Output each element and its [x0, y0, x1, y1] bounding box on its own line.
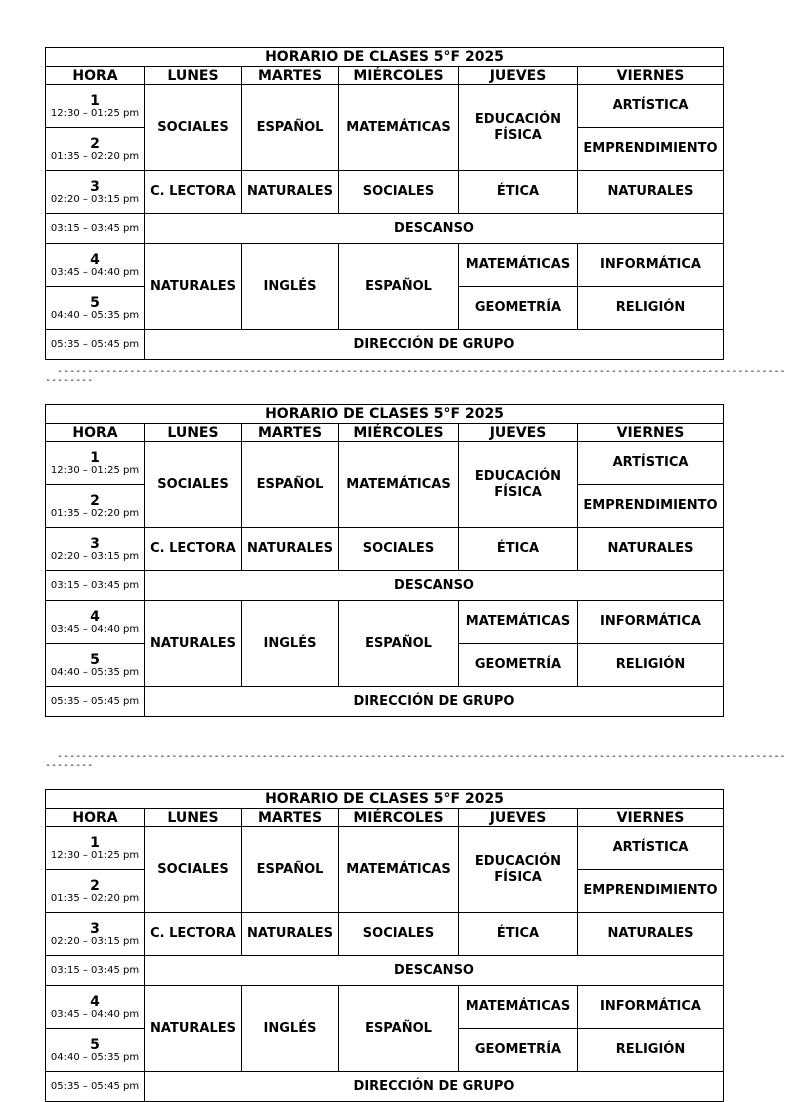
- subject-cell: ÉTICA: [459, 171, 578, 214]
- direction-time: 05:35 – 05:45 pm: [50, 339, 140, 350]
- subject-cell: GEOMETRÍA: [459, 287, 578, 330]
- hour-number: 3: [90, 535, 100, 552]
- hour-number: 5: [90, 1036, 100, 1053]
- cut-line-tail: --------: [45, 375, 94, 386]
- break-time-cell: [46, 956, 145, 986]
- hour-number: 2: [90, 135, 100, 152]
- subject-cell: ESPAÑOL: [242, 85, 339, 171]
- subject-cell: ESPAÑOL: [339, 601, 459, 687]
- header-viernes: VIERNES: [578, 67, 724, 85]
- direction-label: DIRECCIÓN DE GRUPO: [145, 1072, 724, 1102]
- subject-cell: ÉTICA: [459, 913, 578, 956]
- subject-cell: NATURALES: [145, 986, 242, 1072]
- subject-cell: EMPRENDIMIENTO: [578, 870, 724, 913]
- hour-cell-2: [46, 870, 145, 913]
- hour-number: 2: [90, 877, 100, 894]
- direction-time: 05:35 – 05:45 pm: [50, 1081, 140, 1092]
- hour-number: 2: [90, 492, 100, 509]
- subject-cell: RELIGIÓN: [578, 644, 724, 687]
- subject-cell: SOCIALES: [339, 171, 459, 214]
- hour-time: 02:20 – 03:15 pm: [50, 550, 140, 562]
- subject-cell: MATEMÁTICAS: [339, 442, 459, 528]
- subject-cell: SOCIALES: [339, 528, 459, 571]
- subject-cell: ARTÍSTICA: [578, 442, 724, 485]
- header-hora: HORA: [46, 424, 145, 442]
- subject-cell: NATURALES: [145, 244, 242, 330]
- hour-time: 01:35 – 02:20 pm: [50, 150, 140, 162]
- hour-time: 12:30 – 01:25 pm: [50, 107, 140, 119]
- hour-time: 02:20 – 03:15 pm: [50, 935, 140, 947]
- header-miercoles: MIÉRCOLES: [339, 67, 459, 85]
- subject-cell: C. LECTORA: [145, 913, 242, 956]
- hour-time: 12:30 – 01:25 pm: [50, 464, 140, 476]
- subject-cell: MATEMÁTICAS: [459, 244, 578, 287]
- cut-line-text: -------------------------------------------------------------------------------------------------------------------------: [57, 366, 786, 377]
- schedule-table: [45, 789, 724, 1102]
- header-miercoles: MIÉRCOLES: [339, 424, 459, 442]
- hour-number: 5: [90, 294, 100, 311]
- schedule-title: HORARIO DE CLASES 5°F 2025: [46, 790, 724, 809]
- subject-cell: ÉTICA: [459, 528, 578, 571]
- header-hora: HORA: [46, 809, 145, 827]
- subject-cell: INFORMÁTICA: [578, 986, 724, 1029]
- cut-line-tail: --------: [45, 760, 94, 771]
- direction-time-cell: [46, 1072, 145, 1102]
- subject-cell: GEOMETRÍA: [459, 644, 578, 687]
- subject-cell: ESPAÑOL: [242, 827, 339, 913]
- hour-time: 12:30 – 01:25 pm: [50, 849, 140, 861]
- subject-cell: NATURALES: [145, 601, 242, 687]
- hour-time: 03:45 – 04:40 pm: [50, 266, 140, 278]
- subject-cell: GEOMETRÍA: [459, 1029, 578, 1072]
- hour-cell-4: [46, 986, 145, 1029]
- header-jueves: JUEVES: [459, 67, 578, 85]
- subject-cell: MATEMÁTICAS: [459, 986, 578, 1029]
- header-lunes: LUNES: [145, 67, 242, 85]
- subject-cell: NATURALES: [242, 913, 339, 956]
- hour-time: 04:40 – 05:35 pm: [50, 666, 140, 678]
- subject-cell: ESPAÑOL: [339, 244, 459, 330]
- hour-time: 04:40 – 05:35 pm: [50, 309, 140, 321]
- hour-number: 3: [90, 178, 100, 195]
- break-label: DESCANSO: [145, 571, 724, 601]
- subject-cell: RELIGIÓN: [578, 1029, 724, 1072]
- schedule-title: HORARIO DE CLASES 5°F 2025: [46, 48, 724, 67]
- hour-number: 1: [90, 449, 100, 466]
- subject-cell: EDUCACIÓN FÍSICA: [459, 85, 578, 171]
- break-time: 03:15 – 03:45 pm: [50, 580, 140, 591]
- subject-cell: INGLÉS: [242, 244, 339, 330]
- header-jueves: JUEVES: [459, 809, 578, 827]
- header-lunes: LUNES: [145, 809, 242, 827]
- hour-cell-3: [46, 913, 145, 956]
- header-martes: MARTES: [242, 424, 339, 442]
- subject-cell: MATEMÁTICAS: [339, 827, 459, 913]
- subject-cell: EMPRENDIMIENTO: [578, 128, 724, 171]
- subject-cell: ARTÍSTICA: [578, 85, 724, 128]
- header-jueves: JUEVES: [459, 424, 578, 442]
- header-miercoles: MIÉRCOLES: [339, 809, 459, 827]
- subject-cell: NATURALES: [578, 528, 724, 571]
- hour-number: 4: [90, 993, 100, 1010]
- schedule-title: HORARIO DE CLASES 5°F 2025: [46, 405, 724, 424]
- subject-cell: C. LECTORA: [145, 528, 242, 571]
- subject-cell: INFORMÁTICA: [578, 601, 724, 644]
- direction-time: 05:35 – 05:45 pm: [50, 696, 140, 707]
- hour-number: 1: [90, 92, 100, 109]
- hour-time: 02:20 – 03:15 pm: [50, 193, 140, 205]
- subject-cell: ESPAÑOL: [339, 986, 459, 1072]
- subject-cell: SOCIALES: [145, 442, 242, 528]
- hour-number: 4: [90, 608, 100, 625]
- hour-time: 01:35 – 02:20 pm: [50, 892, 140, 904]
- cut-line-text: -------------------------------------------------------------------------------------------------------------------------: [57, 751, 786, 762]
- hour-time: 04:40 – 05:35 pm: [50, 1051, 140, 1063]
- subject-cell: MATEMÁTICAS: [339, 85, 459, 171]
- header-viernes: VIERNES: [578, 809, 724, 827]
- subject-cell: NATURALES: [242, 528, 339, 571]
- subject-cell: SOCIALES: [145, 827, 242, 913]
- break-time: 03:15 – 03:45 pm: [50, 223, 140, 234]
- subject-cell: INGLÉS: [242, 986, 339, 1072]
- hour-time: 03:45 – 04:40 pm: [50, 1008, 140, 1020]
- subject-cell: ARTÍSTICA: [578, 827, 724, 870]
- header-lunes: LUNES: [145, 424, 242, 442]
- break-label: DESCANSO: [145, 214, 724, 244]
- subject-cell: C. LECTORA: [145, 171, 242, 214]
- direction-label: DIRECCIÓN DE GRUPO: [145, 687, 724, 717]
- break-time: 03:15 – 03:45 pm: [50, 965, 140, 976]
- subject-cell: MATEMÁTICAS: [459, 601, 578, 644]
- hour-number: 1: [90, 834, 100, 851]
- subject-cell: NATURALES: [578, 913, 724, 956]
- subject-cell: NATURALES: [242, 171, 339, 214]
- break-label: DESCANSO: [145, 956, 724, 986]
- hour-number: 5: [90, 651, 100, 668]
- subject-cell: EDUCACIÓN FÍSICA: [459, 827, 578, 913]
- subject-cell: NATURALES: [578, 171, 724, 214]
- subject-cell: RELIGIÓN: [578, 287, 724, 330]
- subject-cell: INFORMÁTICA: [578, 244, 724, 287]
- header-martes: MARTES: [242, 809, 339, 827]
- direction-label: DIRECCIÓN DE GRUPO: [145, 330, 724, 360]
- subject-cell: EDUCACIÓN FÍSICA: [459, 442, 578, 528]
- subject-cell: EMPRENDIMIENTO: [578, 485, 724, 528]
- hour-time: 01:35 – 02:20 pm: [50, 507, 140, 519]
- subject-cell: SOCIALES: [339, 913, 459, 956]
- subject-cell: INGLÉS: [242, 601, 339, 687]
- hour-number: 4: [90, 251, 100, 268]
- header-martes: MARTES: [242, 67, 339, 85]
- subject-cell: ESPAÑOL: [242, 442, 339, 528]
- header-viernes: VIERNES: [578, 424, 724, 442]
- header-hora: HORA: [46, 67, 145, 85]
- hour-time: 03:45 – 04:40 pm: [50, 623, 140, 635]
- hour-cell-1: [46, 827, 145, 870]
- hour-cell-5: [46, 1029, 145, 1072]
- hour-number: 3: [90, 920, 100, 937]
- subject-cell: SOCIALES: [145, 85, 242, 171]
